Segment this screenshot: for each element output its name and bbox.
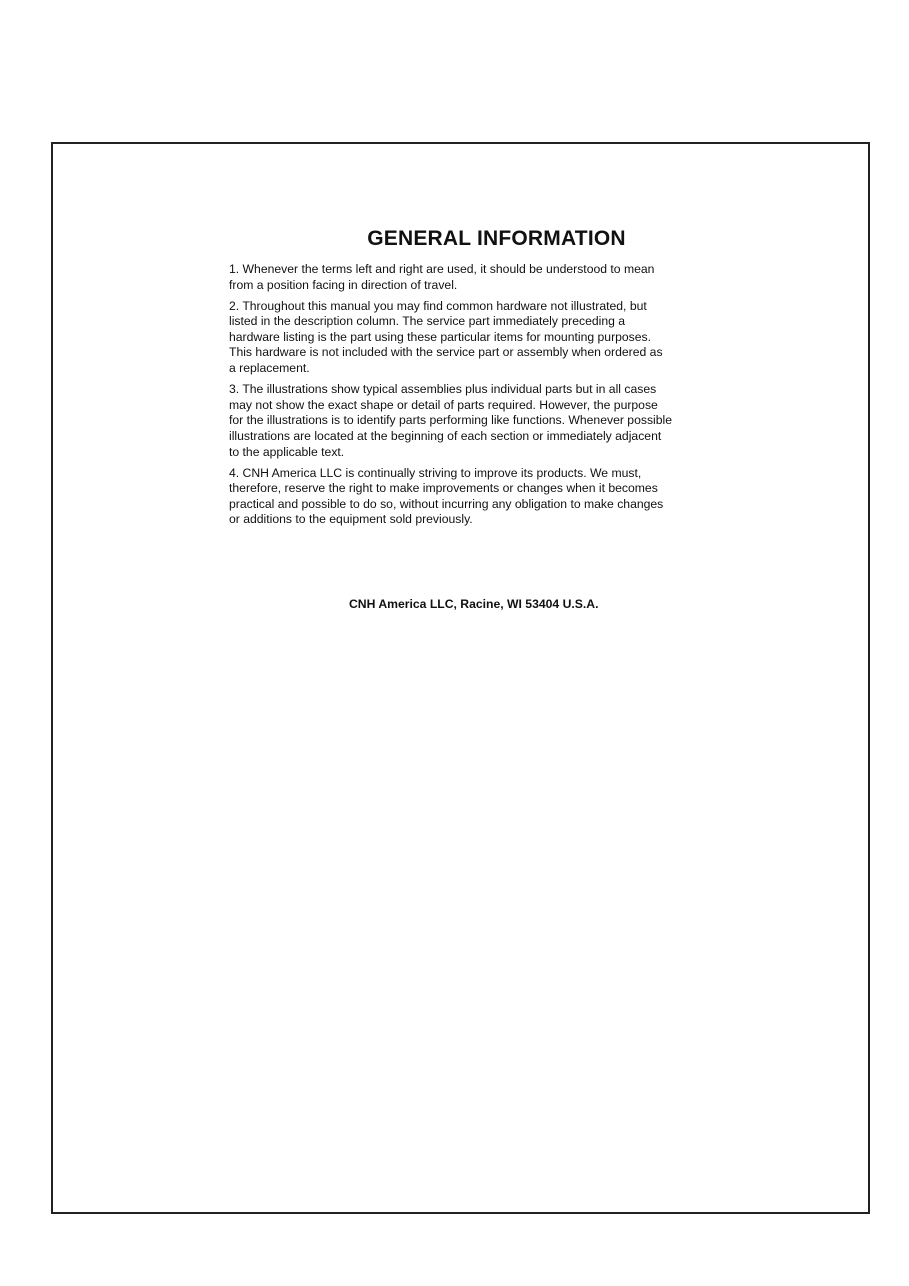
info-body xyxy=(229,262,719,534)
paragraph-line: 2. Throughout this manual you may find common hardware not illustrated, but xyxy=(229,298,647,313)
paragraph-line: from a position facing in direction of travel. xyxy=(229,277,458,292)
paragraph-line: 1. Whenever the terms left and right are used, it should be understood to mean xyxy=(229,262,655,276)
paragraph-line: or additions to the equipment sold previously. xyxy=(229,512,473,527)
company-address: CNH America LLC, Racine, WI 53404 U.S.A. xyxy=(349,597,599,611)
paragraph-line: hardware listing is the part using these particular items for mounting purposes. xyxy=(229,329,652,344)
paragraph-line: 3. The illustrations show typical assemblies plus individual parts but in all cases xyxy=(229,382,657,397)
info-paragraph xyxy=(229,382,719,460)
paragraph-line: practical and possible to do so, without incurring any obligation to make changes xyxy=(229,496,664,511)
paragraph-line: for the illustrations is to identify parts performing like functions. Whenever possible xyxy=(229,413,673,428)
paragraph-line: a replacement. xyxy=(229,361,310,376)
info-paragraph xyxy=(229,262,719,293)
paragraph-line: to the applicable text. xyxy=(229,444,345,459)
paragraph-line: therefore, reserve the right to make improvements or changes when it becomes xyxy=(229,481,658,496)
paragraph-line: illustrations are located at the beginning of each section or immediately adjacent xyxy=(229,428,662,443)
info-paragraph xyxy=(229,299,719,377)
paragraph-line: may not show the exact shape or detail of parts required. However, the purpose xyxy=(229,397,658,412)
paragraph-line: 4. CNH America LLC is continually striving to improve its products. We must, xyxy=(229,465,642,480)
paragraph-line: listed in the description column. The service part immediately preceding a xyxy=(229,314,626,329)
info-paragraph xyxy=(229,466,719,528)
paragraph-line: This hardware is not included with the service part or assembly when ordered as xyxy=(229,345,663,360)
page-title: GENERAL INFORMATION xyxy=(367,227,626,250)
